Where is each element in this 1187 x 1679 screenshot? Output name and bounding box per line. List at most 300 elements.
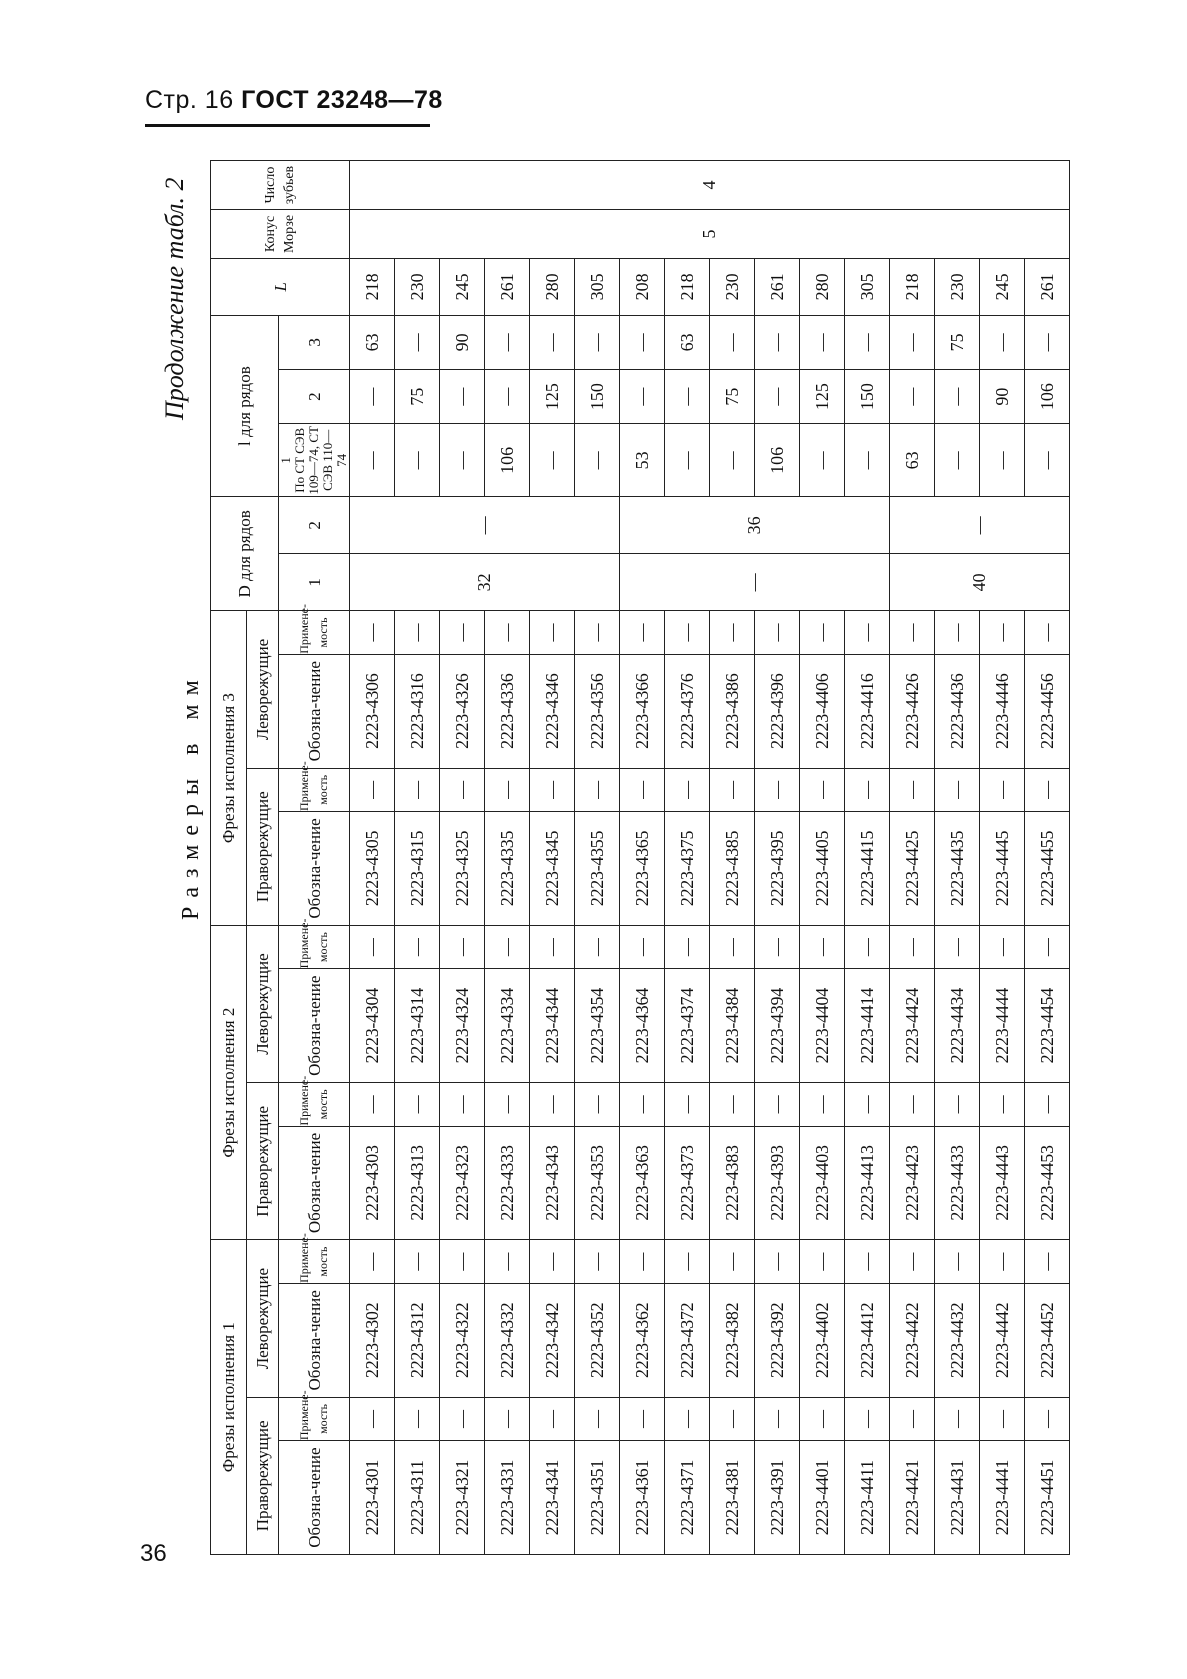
sub-left-3: Леворежущие: [247, 611, 279, 768]
D-dash: —: [890, 497, 1070, 554]
use-cell: —: [845, 611, 890, 654]
code-cell: 2223-4435: [935, 812, 980, 926]
page-label: Стр. 16: [145, 86, 234, 114]
L-value: 280: [800, 258, 845, 315]
code-cell: 2223-4441: [980, 1441, 1025, 1555]
D-dash: —: [350, 497, 620, 554]
code-cell: 2223-4353: [575, 1126, 620, 1240]
l2-value: 150: [845, 370, 890, 424]
code-cell: 2223-4323: [440, 1126, 485, 1240]
code-cell: 2223-4354: [575, 969, 620, 1083]
l3-value: —: [620, 315, 665, 369]
L-value: 230: [710, 258, 755, 315]
code-cell: 2223-4364: [620, 969, 665, 1083]
L-value: 305: [845, 258, 890, 315]
col-code: Обозна-чение: [279, 1126, 350, 1240]
sub-left-2: Леворежущие: [247, 925, 279, 1082]
code-cell: 2223-4433: [935, 1126, 980, 1240]
code-cell: 2223-4443: [980, 1126, 1025, 1240]
l1-value: 53: [620, 424, 665, 497]
table-row: [935, 161, 980, 1555]
use-cell: —: [800, 1083, 845, 1126]
code-cell: 2223-4371: [665, 1441, 710, 1555]
use-cell: —: [350, 1397, 395, 1440]
use-cell: —: [980, 1240, 1025, 1283]
use-cell: —: [1025, 768, 1070, 811]
col-use: Примене-мость: [279, 611, 350, 654]
header-rule: [145, 124, 430, 127]
use-cell: —: [755, 925, 800, 968]
use-cell: —: [800, 925, 845, 968]
L-value: 208: [620, 258, 665, 315]
group-header-2: Фрезы исполнения 2: [211, 925, 247, 1240]
L-value: 230: [395, 258, 440, 315]
code-cell: 2223-4395: [755, 812, 800, 926]
group-header-1: Фрезы исполнения 1: [211, 1240, 247, 1555]
l3-value: —: [755, 315, 800, 369]
code-cell: 2223-4352: [575, 1283, 620, 1397]
code-cell: 2223-4302: [350, 1283, 395, 1397]
code-cell: 2223-4356: [575, 654, 620, 768]
l1-value: —: [800, 424, 845, 497]
code-cell: 2223-4301: [350, 1441, 395, 1555]
code-cell: 2223-4346: [530, 654, 575, 768]
code-cell: 2223-4452: [1025, 1283, 1070, 1397]
l3-value: —: [575, 315, 620, 369]
D-dash: —: [620, 554, 890, 611]
table-row: [710, 161, 755, 1555]
use-cell: —: [755, 768, 800, 811]
code-cell: 2223-4444: [980, 969, 1025, 1083]
use-cell: —: [530, 1240, 575, 1283]
l2-value: 106: [1025, 370, 1070, 424]
code-cell: 2223-4385: [710, 812, 755, 926]
use-cell: —: [350, 1083, 395, 1126]
code-cell: 2223-4314: [395, 969, 440, 1083]
code-cell: 2223-4455: [1025, 812, 1070, 926]
code-cell: 2223-4363: [620, 1126, 665, 1240]
code-cell: 2223-4453: [1025, 1126, 1070, 1240]
use-cell: —: [620, 925, 665, 968]
table-row: [800, 161, 845, 1555]
use-cell: —: [845, 1083, 890, 1126]
code-cell: 2223-4425: [890, 812, 935, 926]
code-cell: 2223-4303: [350, 1126, 395, 1240]
l3-value: 75: [935, 315, 980, 369]
use-cell: —: [575, 611, 620, 654]
use-cell: —: [575, 1083, 620, 1126]
l1-value: —: [935, 424, 980, 497]
use-cell: —: [530, 925, 575, 968]
gost-number: ГОСТ 23248—78: [241, 86, 443, 114]
use-cell: —: [395, 1397, 440, 1440]
table-row: [1025, 161, 1070, 1555]
code-cell: 2223-4333: [485, 1126, 530, 1240]
code-cell: 2223-4304: [350, 969, 395, 1083]
use-cell: —: [440, 1397, 485, 1440]
code-cell: 2223-4361: [620, 1441, 665, 1555]
page-number: 36: [140, 1540, 167, 1567]
L-value: 245: [980, 258, 1025, 315]
code-cell: 2223-4423: [890, 1126, 935, 1240]
code-cell: 2223-4334: [485, 969, 530, 1083]
use-cell: —: [485, 768, 530, 811]
code-cell: 2223-4375: [665, 812, 710, 926]
l1-value: —: [845, 424, 890, 497]
col-use: Примене-мость: [279, 1397, 350, 1440]
use-cell: —: [440, 1083, 485, 1126]
use-cell: —: [665, 1240, 710, 1283]
code-cell: 2223-4412: [845, 1283, 890, 1397]
table-caption: Продолжение табл. 2: [160, 177, 189, 420]
code-cell: 2223-4394: [755, 969, 800, 1083]
l2-value: —: [890, 370, 935, 424]
use-cell: —: [980, 1083, 1025, 1126]
use-cell: —: [350, 925, 395, 968]
l-row-1: [279, 424, 350, 497]
code-cell: 2223-4384: [710, 969, 755, 1083]
L-value: 280: [530, 258, 575, 315]
col-use: Примене-мость: [279, 1083, 350, 1126]
code-cell: 2223-4415: [845, 812, 890, 926]
use-cell: —: [575, 925, 620, 968]
code-cell: 2223-4372: [665, 1283, 710, 1397]
code-cell: 2223-4321: [440, 1441, 485, 1555]
L-value: 218: [665, 258, 710, 315]
code-cell: 2223-4331: [485, 1441, 530, 1555]
col-use: Примене-мость: [279, 925, 350, 968]
code-cell: 2223-4404: [800, 969, 845, 1083]
code-cell: 2223-4332: [485, 1283, 530, 1397]
code-cell: 2223-4355: [575, 812, 620, 926]
use-cell: —: [530, 1083, 575, 1126]
l1-value: —: [440, 424, 485, 497]
use-cell: —: [890, 1240, 935, 1283]
code-cell: 2223-4434: [935, 969, 980, 1083]
code-cell: 2223-4391: [755, 1441, 800, 1555]
table-row: [440, 161, 485, 1555]
use-cell: —: [1025, 1083, 1070, 1126]
use-cell: —: [800, 768, 845, 811]
l3-value: —: [890, 315, 935, 369]
code-cell: 2223-4322: [440, 1283, 485, 1397]
L-value: 261: [485, 258, 530, 315]
l3-value: 90: [440, 315, 485, 369]
use-cell: —: [440, 925, 485, 968]
use-cell: —: [710, 1083, 755, 1126]
code-cell: 2223-4365: [620, 812, 665, 926]
code-cell: 2223-4312: [395, 1283, 440, 1397]
code-cell: 2223-4335: [485, 812, 530, 926]
use-cell: —: [710, 925, 755, 968]
use-cell: —: [935, 1240, 980, 1283]
code-cell: 2223-4416: [845, 654, 890, 768]
l-row-3: 3: [279, 315, 350, 369]
col-code: Обозна-чение: [279, 969, 350, 1083]
code-cell: 2223-4351: [575, 1441, 620, 1555]
use-cell: —: [1025, 1397, 1070, 1440]
use-cell: —: [665, 1083, 710, 1126]
code-cell: 2223-4311: [395, 1441, 440, 1555]
code-cell: 2223-4386: [710, 654, 755, 768]
code-cell: 2223-4343: [530, 1126, 575, 1240]
code-cell: 2223-4431: [935, 1441, 980, 1555]
use-cell: —: [710, 611, 755, 654]
table-row: [350, 161, 395, 1555]
code-cell: 2223-4306: [350, 654, 395, 768]
code-cell: 2223-4345: [530, 812, 575, 926]
table-body: [350, 161, 1070, 1555]
table-row: [890, 161, 935, 1555]
l2-value: —: [935, 370, 980, 424]
use-cell: —: [845, 768, 890, 811]
l1-value: 106: [755, 424, 800, 497]
use-cell: —: [575, 1240, 620, 1283]
use-cell: —: [935, 925, 980, 968]
code-cell: 2223-4401: [800, 1441, 845, 1555]
l3-value: —: [395, 315, 440, 369]
use-cell: —: [890, 611, 935, 654]
D-value: 40: [890, 554, 1070, 611]
code-cell: 2223-4396: [755, 654, 800, 768]
use-cell: —: [890, 768, 935, 811]
code-cell: 2223-4403: [800, 1126, 845, 1240]
l1-value: 63: [890, 424, 935, 497]
use-cell: —: [1025, 611, 1070, 654]
code-cell: 2223-4422: [890, 1283, 935, 1397]
code-cell: 2223-4381: [710, 1441, 755, 1555]
code-cell: 2223-4316: [395, 654, 440, 768]
code-cell: 2223-4393: [755, 1126, 800, 1240]
use-cell: —: [980, 925, 1025, 968]
code-cell: 2223-4426: [890, 654, 935, 768]
code-cell: 2223-4374: [665, 969, 710, 1083]
D-row-2: 2: [279, 497, 350, 554]
code-cell: 2223-4454: [1025, 969, 1070, 1083]
use-cell: —: [755, 611, 800, 654]
code-cell: 2223-4414: [845, 969, 890, 1083]
use-cell: —: [755, 1240, 800, 1283]
l3-value: —: [845, 315, 890, 369]
D-row-1: 1: [279, 554, 350, 611]
table-rotated: [210, 160, 1070, 1555]
use-cell: —: [665, 768, 710, 811]
teeth-value: 4: [350, 161, 1070, 210]
use-cell: —: [530, 611, 575, 654]
use-cell: —: [890, 925, 935, 968]
table-row: [485, 161, 530, 1555]
use-cell: —: [620, 768, 665, 811]
l2-value: —: [485, 370, 530, 424]
table-row: [530, 161, 575, 1555]
use-cell: —: [845, 925, 890, 968]
code-cell: 2223-4366: [620, 654, 665, 768]
use-cell: —: [485, 1397, 530, 1440]
use-cell: —: [620, 1397, 665, 1440]
use-cell: —: [440, 768, 485, 811]
l2-value: —: [755, 370, 800, 424]
L-value: 218: [350, 258, 395, 315]
col-use: Примене-мость: [279, 768, 350, 811]
code-cell: 2223-4336: [485, 654, 530, 768]
l3-value: —: [485, 315, 530, 369]
code-cell: 2223-4411: [845, 1441, 890, 1555]
code-cell: 2223-4315: [395, 812, 440, 926]
l3-value: 63: [350, 315, 395, 369]
col-L-header: L: [211, 258, 350, 315]
code-cell: 2223-4445: [980, 812, 1025, 926]
l1-value: —: [395, 424, 440, 497]
use-cell: —: [845, 1397, 890, 1440]
use-cell: —: [710, 1397, 755, 1440]
use-cell: —: [395, 925, 440, 968]
table-row: [395, 161, 440, 1555]
table-row: [755, 161, 800, 1555]
l3-value: —: [710, 315, 755, 369]
use-cell: —: [755, 1083, 800, 1126]
code-cell: 2223-4442: [980, 1283, 1025, 1397]
use-cell: —: [530, 1397, 575, 1440]
code-cell: 2223-4392: [755, 1283, 800, 1397]
code-cell: 2223-4344: [530, 969, 575, 1083]
use-cell: —: [620, 1083, 665, 1126]
use-cell: —: [530, 768, 575, 811]
l2-value: 125: [530, 370, 575, 424]
code-cell: 2223-4324: [440, 969, 485, 1083]
use-cell: —: [440, 611, 485, 654]
page-header: [145, 86, 443, 115]
code-cell: 2223-4362: [620, 1283, 665, 1397]
col-code: Обозна-чение: [279, 654, 350, 768]
code-cell: 2223-4402: [800, 1283, 845, 1397]
dimensions-table: [210, 160, 1070, 1555]
code-cell: 2223-4325: [440, 812, 485, 926]
table-row: [665, 161, 710, 1555]
code-cell: 2223-4383: [710, 1126, 755, 1240]
use-cell: —: [935, 768, 980, 811]
use-cell: —: [395, 1083, 440, 1126]
code-cell: 2223-4421: [890, 1441, 935, 1555]
code-cell: 2223-4342: [530, 1283, 575, 1397]
l2-value: —: [665, 370, 710, 424]
code-cell: 2223-4413: [845, 1126, 890, 1240]
l1-value: —: [575, 424, 620, 497]
L-value: 261: [1025, 258, 1070, 315]
use-cell: —: [1025, 1240, 1070, 1283]
use-cell: —: [485, 925, 530, 968]
l1-value: 106: [485, 424, 530, 497]
morse-value: 5: [350, 210, 1070, 259]
sub-right-3: Праворежущие: [247, 768, 279, 925]
table-row: [845, 161, 890, 1555]
col-l-header: l для рядов: [211, 315, 279, 497]
col-morse-header: Конус Морзе: [211, 210, 350, 259]
D-value: 32: [350, 554, 620, 611]
code-cell: 2223-4313: [395, 1126, 440, 1240]
col-teeth-header: Число зубьев: [211, 161, 350, 210]
code-cell: 2223-4436: [935, 654, 980, 768]
use-cell: —: [350, 768, 395, 811]
l2-value: —: [440, 370, 485, 424]
col-D-header: D для рядов: [211, 497, 279, 611]
use-cell: —: [485, 1083, 530, 1126]
units-caption: Размеры в мм: [178, 671, 204, 920]
code-cell: 2223-4305: [350, 812, 395, 926]
l2-value: 125: [800, 370, 845, 424]
l2-value: —: [350, 370, 395, 424]
code-cell: 2223-4456: [1025, 654, 1070, 768]
group-header-3: Фрезы исполнения 3: [211, 611, 247, 926]
use-cell: —: [980, 1397, 1025, 1440]
table-row: [620, 161, 665, 1555]
use-cell: —: [935, 1397, 980, 1440]
l1-value: —: [1025, 424, 1070, 497]
use-cell: —: [440, 1240, 485, 1283]
table-row: [575, 161, 620, 1555]
L-value: 218: [890, 258, 935, 315]
col-code: Обозна-чение: [279, 1283, 350, 1397]
use-cell: —: [980, 611, 1025, 654]
use-cell: —: [980, 768, 1025, 811]
l2-value: 75: [395, 370, 440, 424]
l2-value: 150: [575, 370, 620, 424]
l3-value: —: [530, 315, 575, 369]
use-cell: —: [665, 611, 710, 654]
use-cell: —: [800, 1240, 845, 1283]
sub-right-1: Праворежущие: [247, 1397, 279, 1554]
code-cell: 2223-4382: [710, 1283, 755, 1397]
l3-value: —: [1025, 315, 1070, 369]
use-cell: —: [710, 768, 755, 811]
code-cell: 2223-4373: [665, 1126, 710, 1240]
code-cell: 2223-4376: [665, 654, 710, 768]
l2-value: —: [620, 370, 665, 424]
use-cell: —: [395, 768, 440, 811]
l2-value: 90: [980, 370, 1025, 424]
use-cell: —: [620, 611, 665, 654]
use-cell: —: [620, 1240, 665, 1283]
L-value: 305: [575, 258, 620, 315]
D-value: 36: [620, 497, 890, 554]
use-cell: —: [800, 611, 845, 654]
sub-right-2: Праворежущие: [247, 1083, 279, 1240]
code-cell: 2223-4341: [530, 1441, 575, 1555]
code-cell: 2223-4446: [980, 654, 1025, 768]
l3-value: —: [980, 315, 1025, 369]
l-row-2: 2: [279, 370, 350, 424]
L-value: 230: [935, 258, 980, 315]
use-cell: —: [800, 1397, 845, 1440]
code-cell: 2223-4406: [800, 654, 845, 768]
l1-value: —: [350, 424, 395, 497]
use-cell: —: [485, 611, 530, 654]
use-cell: —: [1025, 925, 1070, 968]
l2-value: 75: [710, 370, 755, 424]
use-cell: —: [395, 1240, 440, 1283]
l1-value: —: [710, 424, 755, 497]
code-cell: 2223-4432: [935, 1283, 980, 1397]
l1-value: —: [980, 424, 1025, 497]
L-value: 245: [440, 258, 485, 315]
use-cell: —: [575, 1397, 620, 1440]
l3-value: —: [800, 315, 845, 369]
code-cell: 2223-4405: [800, 812, 845, 926]
l1-value: —: [530, 424, 575, 497]
use-cell: —: [890, 1083, 935, 1126]
code-cell: 2223-4451: [1025, 1441, 1070, 1555]
col-use: Примене-мость: [279, 1240, 350, 1283]
code-cell: 2223-4326: [440, 654, 485, 768]
